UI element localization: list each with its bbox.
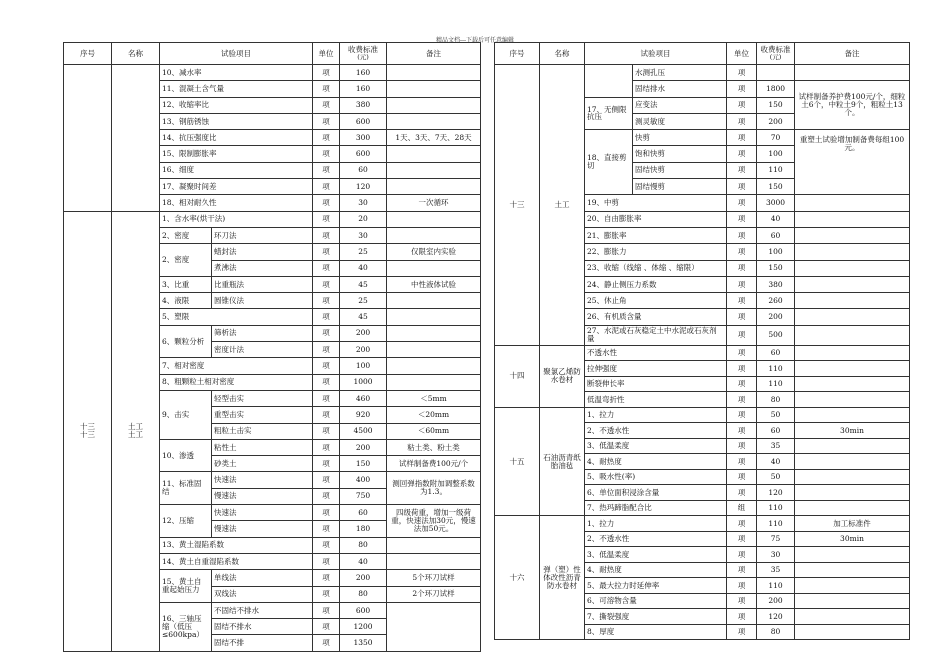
table-row: 17、凝聚时间差 项 120 [64,179,481,195]
table-row: 5、塑限 项 45 [64,309,481,325]
table-row: 重型击实 项 920 ＜20mm [64,407,481,423]
table-row: 6、可溶物含量 项 200 [495,593,910,609]
table-row: 12、压缩 快速法 项 60 四级荷重，增加一级荷重，快速法加30元，慢速法加50元。 [64,505,481,521]
fee-table-left [63,42,481,652]
table-row: 测灵敏度 项 200 [495,113,910,129]
table-row: 2、密度 环刀法 项 30 [64,227,481,243]
table-row: 5、最大拉力时延伸率 项 110 [495,578,910,594]
header-remark: 备注 [795,43,910,65]
table-row: 14、抗压强度比 项 300 1天、3天、7天、28天 [64,130,481,146]
name-cell-blank [112,65,160,212]
section-name-modified-bitumen: 弹（塑）性体改性沥青防水卷材 [540,516,585,640]
table-row: 粗粒土击实 项 4500 ＜60mm [64,423,481,439]
table-row: 24、静止侧压力系数 项 380 [495,276,910,292]
header-fee: 收费标准 (元) [340,43,387,65]
table-row: 5、吸水性(率) 项 50 [495,469,910,485]
table-row: 8、粗颗粒土相对密度 项 1000 [64,374,481,390]
table-row: 十三 土工 水测孔压 项 [495,65,910,81]
table-row: 4、耐热度 项 35 [495,562,910,578]
table-row: 9、击实 轻型击实 项 460 ＜5mm [64,390,481,406]
table-row: 密度计法 项 200 [64,342,481,358]
seq-cell-blank [64,65,112,212]
header-fee: 收费标准 (元) [757,43,795,65]
table-row: 6、单位面积浸涂含量 项 120 [495,485,910,501]
table-row: 10、渗透 粘性土 项 200 粘土类、粉土类 [64,439,481,455]
section-seq-13: 十三 [495,65,540,346]
table-row: 16、细度 项 60 [64,162,481,178]
table-row: 十四 聚氯乙烯防水卷材 不透水性 项 60 [495,345,910,361]
table-row: 2、不透水性 项 60 30min [495,423,910,439]
section-name-felt: 石油沥青纸胎油毡 [540,407,585,516]
table-row: 15、限制膨胀率 项 600 [64,146,481,162]
table-row: 8、厚度 项 80 [495,624,910,640]
section-seq-13: 十三 十三 [64,211,112,651]
table-row: 12、收缩率比 项 380 [64,97,481,113]
table-row: 14、黄土自重湿陷系数 项 40 [64,553,481,569]
table-row: 拉伸强度 项 110 [495,361,910,377]
table-row: 6、颗粒分析 筛析法 项 200 [64,325,481,341]
table-row: 慢速法 项 750 [64,488,481,504]
table-row: 双线法 项 80 2个环刀试样 [64,586,481,602]
table-row: 4、液限 圆锥仪法 项 25 [64,293,481,309]
header-seq: 序号 [495,43,540,65]
table-row: 固结不排水 项 1200 [64,619,481,635]
table-row: 慢速法 项 180 [64,521,481,537]
header-unit: 单位 [727,43,757,65]
table-row: 固结慢剪 项 150 [495,179,910,195]
table-row: 13、钢筋锈蚀 项 600 [64,113,481,129]
table-row: 十五 石油沥青纸胎油毡 1、拉力 项 50 [495,407,910,423]
section-name-soil: 土工 土工 [112,211,160,651]
table-row: 砂类土 项 150 试样制备费100元/个 [64,456,481,472]
header-name: 名称 [112,43,160,65]
table-row: 13、黄土湿陷系数 项 80 [64,537,481,553]
table-row: 7、撕裂强度 项 120 [495,609,910,625]
header-unit: 单位 [313,43,340,65]
table-row: 27、水泥或石灰稳定土中水泥或石灰剂量 项 500 [495,325,910,345]
document-header-note: 精品文档---下载后可任意编辑 [435,37,515,44]
table-row: 25、休止角 项 260 [495,293,910,309]
table-row: 煮沸法 项 40 [64,260,481,276]
table-row: 十三 十三 土工 土工 1、含水率(烘干法) 项 20 [64,211,481,227]
table-row: 固结不排 项 1350 [64,635,481,651]
table-row: 2、密度 蜡封法 项 25 仅限室内实验 [64,244,481,260]
table-row: 固结排水 项 1800 试样制备养护费100元/个，细粒土6个，中粒土9个，粗粒土13个。 [495,81,910,97]
table-row: 15、黄土自重起始压力 单线法 项 200 5个环刀试样 [64,570,481,586]
header-item: 试验项目 [585,43,727,65]
section-name-soil: 土工 [540,65,585,346]
table-row: 10、减水率 项 160 [64,65,481,81]
table-row: 低温弯折性 项 80 [495,392,910,408]
table-row: 3、比重 比重瓶法 项 45 中性液体试验 [64,276,481,292]
table-row: 饱和快剪 项 100 [495,146,910,162]
header-item: 试验项目 [160,43,313,65]
table-header-row [495,43,910,65]
table-row: 20、自由膨胀率 项 40 [495,211,910,227]
table-row: 7、热玛蹄脂配合比 组 110 [495,500,910,516]
table-row: 7、相对密度 项 100 [64,358,481,374]
table-header-row [64,43,481,65]
table-row: 11、标准固结 快速法 项 400 测回弹指数附加调整系数为1.3。 [64,472,481,488]
table-row: 断裂伸长率 项 110 [495,376,910,392]
section-name-pvc: 聚氯乙烯防水卷材 [540,345,585,407]
header-seq: 序号 [64,43,112,65]
table-row: 18、直接剪切 快剪 项 70 重塑土试验增加制备费每组100元。 [495,130,910,146]
table-row: 3、低温柔度 项 35 [495,438,910,454]
table-row: 26、有机质含量 项 200 [495,309,910,325]
table-row: 4、耐热度 项 40 [495,454,910,470]
table-row: 3、低温柔度 项 30 [495,547,910,563]
table-row: 2、不透水性 项 75 30min [495,531,910,547]
table-row: 11、混凝土含气量 项 160 [64,81,481,97]
section-seq-16: 十六 [495,516,540,640]
header-remark: 备注 [387,43,481,65]
table-row: 16、三轴压缩（低压≤600kpa） 不固结不排水 项 600 [64,602,481,618]
section-seq-15: 十五 [495,407,540,516]
header-name: 名称 [540,43,585,65]
fee-table-right [494,42,910,640]
table-row: 21、膨胀率 项 60 [495,227,910,243]
table-row: 19、中剪 项 3000 [495,195,910,211]
table-row: 22、膨胀力 项 100 [495,244,910,260]
table-row: 18、相对耐久性 项 30 一次循环 [64,195,481,211]
table-row: 十六 弹（塑）性体改性沥青防水卷材 1、拉力 项 110 加工标准件 [495,516,910,532]
table-row: 23、收缩（线缩 、体缩 、缩限） 项 150 [495,260,910,276]
section-seq-14: 十四 [495,345,540,407]
table-row: 17、无侧限抗压 应变法 项 150 [495,97,910,113]
table-row: 固结快剪 项 110 [495,162,910,178]
